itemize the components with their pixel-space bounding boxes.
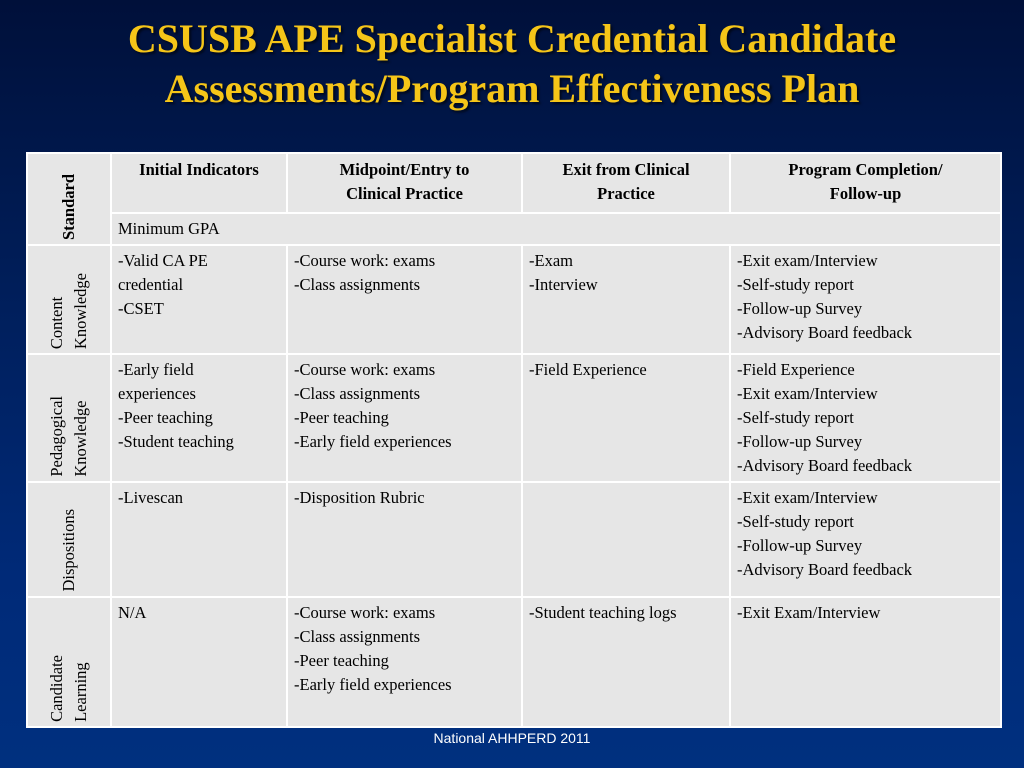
minimum-gpa-cell: Minimum GPA <box>111 213 1001 245</box>
standard-header-cell <box>27 153 111 245</box>
slide-title-line-1: CSUSB APE Specialist Credential Candidate <box>127 16 897 61</box>
table-row <box>27 245 1001 354</box>
cell-midpoint-entry: -Course work: exams -Class assignments <box>287 245 522 354</box>
header-exit-clinical-line-2: Practice <box>597 184 655 203</box>
row-label-text: Candidate Learning <box>47 655 90 722</box>
cell-exit-clinical <box>522 482 730 597</box>
header-row <box>27 153 1001 213</box>
header-midpoint-entry-line-1: Midpoint/Entry to <box>339 160 470 179</box>
cell-program-completion: -Exit Exam/Interview <box>730 597 1001 727</box>
assessment-plan-table <box>26 152 1002 728</box>
cell-midpoint-entry: -Disposition Rubric <box>287 482 522 597</box>
header-exit-clinical-line-1: Exit from Clinical <box>562 160 690 179</box>
header-initial-indicators <box>111 153 287 213</box>
row-label-text: Pedagogical Knowledge <box>47 396 90 477</box>
table-row <box>27 354 1001 482</box>
header-midpoint-entry <box>287 153 522 213</box>
table-row <box>27 482 1001 597</box>
standard-header-label: Standard <box>59 173 78 240</box>
cell-midpoint-entry: -Course work: exams -Class assignments -Peer teaching -Early field experiences <box>287 354 522 482</box>
cell-initial-indicators: N/A <box>111 597 287 727</box>
slide-title <box>0 14 1024 114</box>
header-program-completion-line-1: Program Completion/ <box>788 160 943 179</box>
cell-initial-indicators: -Livescan <box>111 482 287 597</box>
row-label-content-knowledge <box>27 245 111 354</box>
minimum-gpa-row <box>27 213 1001 245</box>
row-label-text: Content Knowledge <box>47 272 90 349</box>
row-label-text: Dispositions <box>59 509 78 592</box>
cell-midpoint-entry: -Course work: exams -Class assignments -Peer teaching -Early field experiences <box>287 597 522 727</box>
row-label-candidate-learning <box>27 597 111 727</box>
cell-exit-clinical: -Student teaching logs <box>522 597 730 727</box>
row-label-dispositions <box>27 482 111 597</box>
cell-program-completion: -Field Experience -Exit exam/Interview -Self-study report -Follow-up Survey -Advisory Board feedback <box>730 354 1001 482</box>
slide-title-line-2: Assessments/Program Effectiveness Plan <box>164 66 860 111</box>
header-exit-clinical <box>522 153 730 213</box>
header-program-completion-line-2: Follow-up <box>829 184 902 203</box>
cell-program-completion: -Exit exam/Interview -Self-study report -Follow-up Survey -Advisory Board feedback <box>730 482 1001 597</box>
table-row <box>27 597 1001 727</box>
header-initial-indicators-line-1: Initial Indicators <box>139 160 259 179</box>
header-midpoint-entry-line-2: Clinical Practice <box>346 184 463 203</box>
cell-exit-clinical: -Field Experience <box>522 354 730 482</box>
cell-program-completion: -Exit exam/Interview -Self-study report -Follow-up Survey -Advisory Board feedback <box>730 245 1001 354</box>
cell-initial-indicators: -Early field experiences -Peer teaching -Student teaching <box>111 354 287 482</box>
header-program-completion <box>730 153 1001 213</box>
cell-exit-clinical: -Exam -Interview <box>522 245 730 354</box>
row-label-pedagogical-knowledge <box>27 354 111 482</box>
cell-initial-indicators: -Valid CA PE credential -CSET <box>111 245 287 354</box>
footer-text: National AHHPERD 2011 <box>433 730 591 746</box>
